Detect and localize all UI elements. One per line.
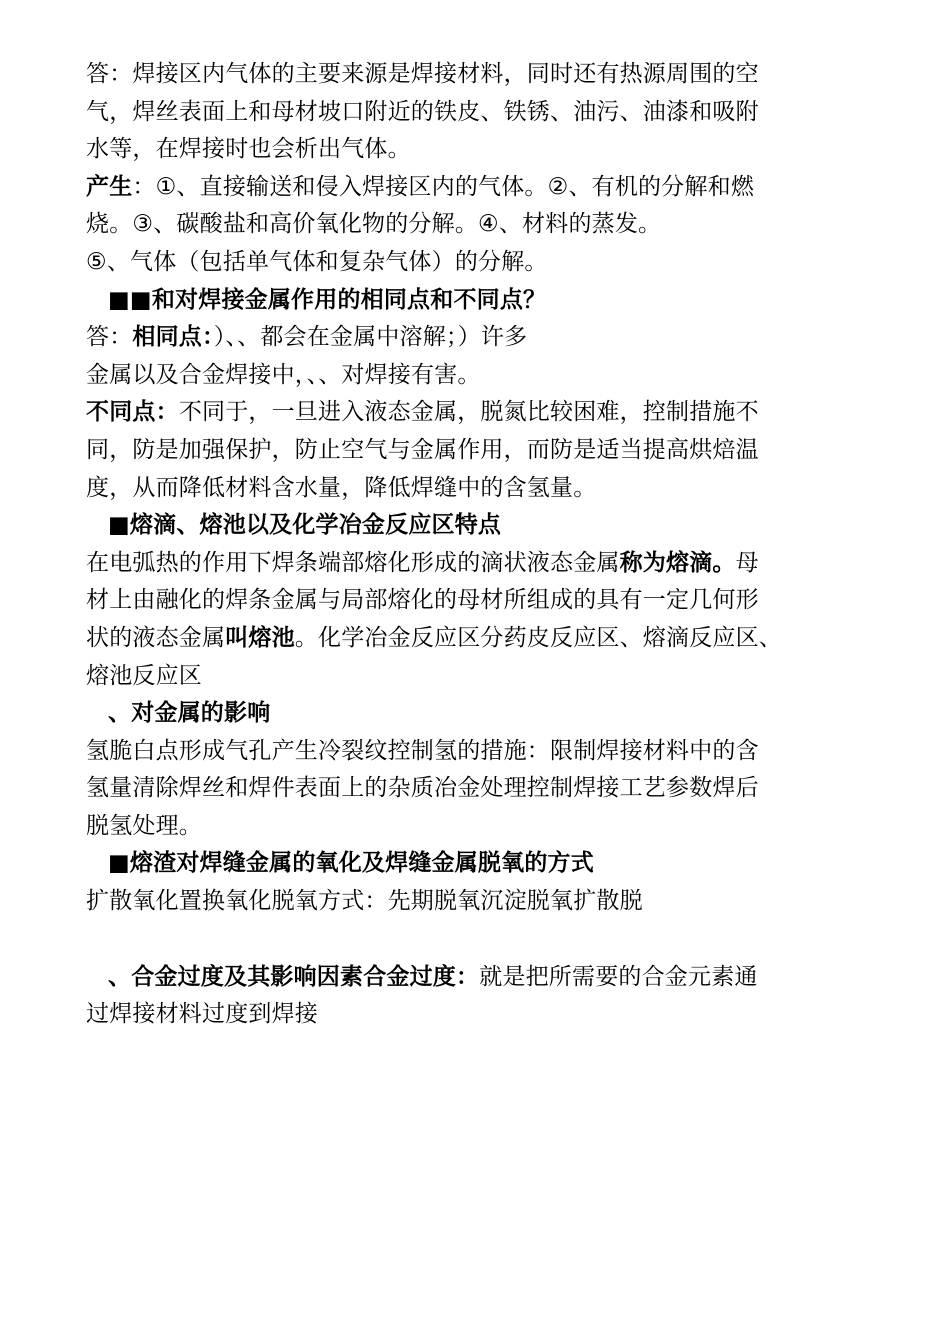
same-point-label: 相同点： [132,324,214,351]
text-line: 金属以及合金焊接中，、、对焊接有害。 [86,361,481,388]
text-line: 同，防是加强保护，防止空气与金属作用，而防是适当提高烘焙温 [86,436,759,463]
text-span: ：①、直接输送和侵入焊接区内的气体。②、有机的分解和燃 [132,173,755,200]
text-line: ⑤、气体（包括单气体和复杂气体）的分解。 [86,248,548,275]
text-line: 脱氢处理。 [86,812,202,839]
blank-gap [86,921,886,959]
text-line: 过焊接材料过度到焊接 [86,1001,318,1028]
diff-point-label: 不同点： [86,399,179,426]
section-effect [86,695,886,845]
text-span: 不同于，一旦进入液态金属，脱氮比较困难，控制措施不 [178,399,759,426]
answer-gas-sources [86,56,886,282]
alloy-heading-line [86,959,886,997]
text-line: 材上由融化的焊条金属与局部熔化的母材所组成的具有一定几何形 [86,587,759,614]
text-line: 熔池反应区 [86,662,202,689]
text-line: 度，从而降低材料含水量，降低焊缝中的含氢量。 [86,474,597,501]
text-line [86,620,886,658]
term-droplet: 称为熔滴。 [619,549,736,576]
section-heading: ■■和对焊接金属作用的相同点和不同点？ [108,286,547,313]
diff-point-line [86,394,886,432]
text-line: 氢量清除焊丝和焊件表面上的杂质冶金处理控制焊接工艺参数焊后 [86,775,759,802]
section-droplet-pool [86,507,886,695]
same-point-line [86,319,886,357]
text-line: 烧。③、碳酸盐和高价氧化物的分解。④、材料的蒸发。 [86,211,662,238]
section-slag-oxidation [86,845,886,920]
section-heading: 、对金属的影响 [108,700,271,727]
text-span: 状的液态金属 [86,624,226,651]
section-heading: ■熔渣对焊缝金属的氧化及焊缝金属脱氧的方式 [108,850,594,877]
text-line: 扩散氧化置换氧化脱氧方式：先期脱氧沉淀脱氧扩散脱 [86,888,643,915]
answer-label: 答： [86,324,133,351]
section-compare [86,282,886,508]
text-span: 母 [735,549,759,576]
text-span: 在电弧热的作用下焊条端部熔化形成的滴状液态金属 [86,549,620,576]
text-line [86,545,886,583]
section-heading: ■熔滴、熔池以及化学冶金反应区特点 [108,512,502,539]
document-body [86,56,886,1034]
section-alloy-transfer [86,959,886,1034]
text-line: 水等，在焊接时也会析出气体。 [86,136,411,163]
text-line: 答：焊接区内气体的主要来源是焊接材料，同时还有热源周围的空 [86,61,759,87]
text-line: 气，焊丝表面上和母材坡口附近的铁皮、铁锈、油污、油漆和吸附 [86,98,759,125]
term-pool: 叫熔池 [225,624,295,651]
text-span: ）、、都会在金属中溶解；）许多 [213,324,528,351]
produce-label: 产生 [86,173,133,200]
text-line: 氢脆白点形成气孔产生冷裂纹控制氢的措施：限制焊接材料中的含 [86,737,759,764]
produce-line [86,169,886,207]
section-heading: 、合金过度及其影响因素合金过度： [108,963,480,990]
text-span: 。化学冶金反应区分药皮反应区、熔滴反应区、 [294,624,783,651]
text-span: 就是把所需要的合金元素通 [479,963,758,990]
